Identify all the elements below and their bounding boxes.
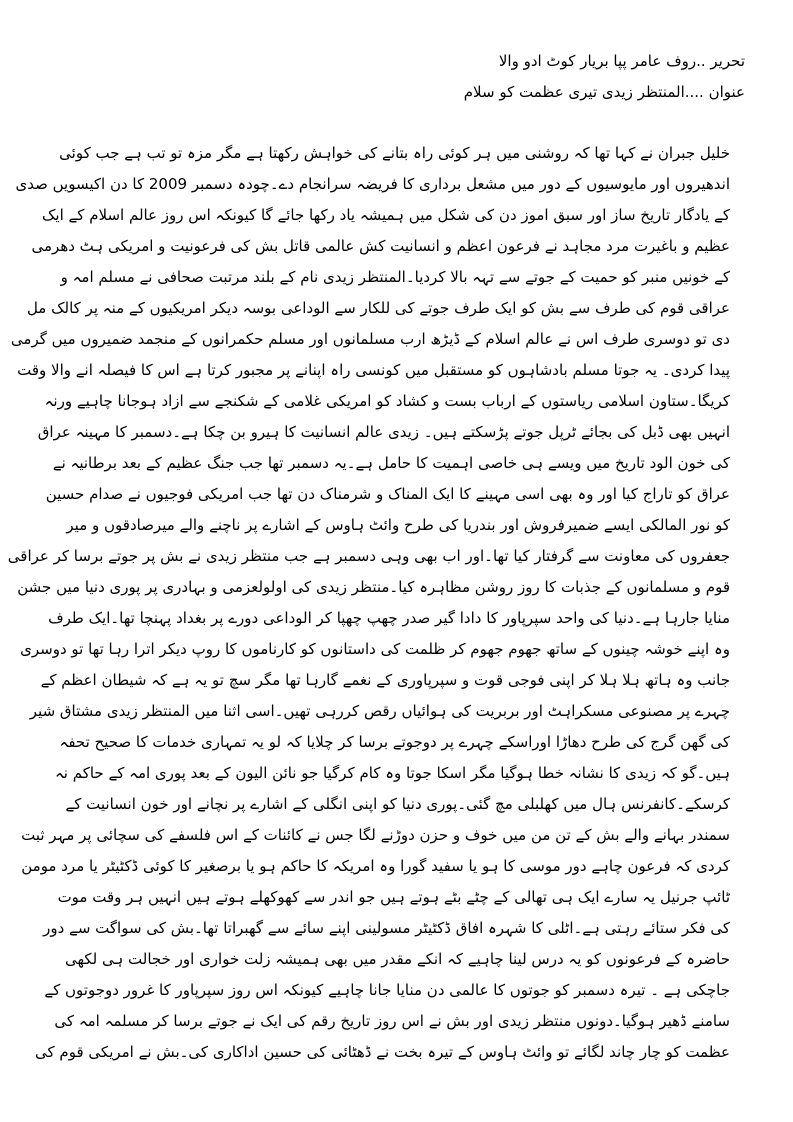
body-line: منایا جارہا ہے۔دنیا کی واحد سپرپاور کا دادا گیر صدر چھپ چھپا کر الوداعی دورے پر بغداد پہنچا تھا۔ایک طرف: [48, 609, 730, 627]
body-line: جاچکی ہے ۔ تیرہ دسمبر کو جوتوں کا عالمی دن منایا جانا چاہیے کیونکہ اس روز سپرپاور کا غرور دوجوتوں کے: [44, 981, 730, 999]
body-line: کے خونیں منبر کو حمیت کے جوتے سے تہہ بالا کردیا۔المنتظر زیدی نام کے بلند مرتبت صحافی نے مسلم امہ و: [60, 268, 730, 286]
body-line: سامنے ڈھیر ہوگیا۔دونوں منتظر زیدی اور بش نے اس روز تاریخ رقم کی ایک نے جوتے برسا کر مسلمہ امہ کی: [54, 1012, 730, 1030]
body-line: قوم و مسلمانوں کے جذبات کا روز روشن مظاہرہ کیا۔منتظر زیدی کی اولولعزمی و بہادری پر پوری دنیا میں جشن: [17, 578, 730, 596]
body-line: عظمت کو چار چاند لگائے تو وائٹ ہاوس کے تیرہ بخت نے ڈھٹائی کی حسین اداکاری کی۔بش نے امریکی قوم کی: [35, 1043, 730, 1061]
body-line: دی تو دوسری طرف اس نے عالم اسلام کے ڈیڑھ ارب مسلمانوں اور مسلم حکمرانوں کے منجمد ضمیروں میں گرمی: [10, 330, 730, 348]
body-line: کریگا۔ستاون اسلامی ریاستوں کے ارباب بست و کشاد کو امریکی غلامی کے شکنجے سے ازاد ہوجانا چاہیے ورنہ: [44, 392, 730, 410]
body-line: کرسکے۔کانفرنس ہال میں کھلبلی مچ گئی۔پوری دنیا کو اپنی انگلی کے اشارے پر نچانے اور خون انسانیت کے: [65, 795, 730, 813]
body-line: سمندر بہانے والے بش کے تن من میں خوف و حزن دوڑنے لگا جس نے کائنات کے اس فلسفے کی سچائی پر مہر ثبت: [21, 826, 730, 844]
body-line: پیدا کردی۔ یہ جوتا مسلم بادشاہوں کو مستقبل میں کونسی راہ اپنانے پر مجبور کرتا ہے اس کا فیصلہ انے والا وقت: [17, 361, 730, 379]
body-line: انہیں بھی ڈبل کی بجائے ٹرپل جوتے پڑسکتے ہیں۔ زیدی عالم انسانیت کا ہیرو بن چکا ہے۔دسمبر کا مہینہ عراق: [37, 423, 730, 441]
body-line: اندھیروں اور مایوسیوں کے دور میں مشعل برداری کا فریضہ سرانجام دے۔چودہ دسمبر 2009 کا دن اکیسویں صدی: [15, 175, 730, 193]
article-header: [65, 46, 745, 108]
body-line: عراق کو تاراج کیا اور وہ بھی اسی مہینے کا ایک المناک و شرمناک دن تھا جب امریکی فوجیوں نے صدام حسین: [45, 485, 730, 503]
title-line: عنوان ....المنتظر زیدی تیری عظمت کو سلام: [463, 83, 745, 101]
body-line: چہرے پر مصنوعی مسکراہٹ اور بربریت کی ہوائیاں رقص کررہی تھیں۔اسی اثنا میں المنتظر زیدی مشتاق شیر: [29, 702, 730, 720]
body-line: جعفروں کی معاونت سے گرفتار کیا تھا۔اور اب بھی وہی دسمبر ہے جب منتظر زیدی نے بش پر جوتے برسا کر عراقی: [7, 547, 730, 565]
body-line: وہ اپنے خوشہ چینوں کے ساتھ جھوم جھوم کر ظلمت کی داستانوں کو کارناموں کا روپ دیکر اترا رہا تھا تو دوسری: [20, 640, 730, 658]
article-body: [7, 138, 730, 1068]
body-line: کی فکر ستائے رہتی ہے۔اٹلی کا شہرہ افاق ڈکٹیٹر مسولینی اپنے سائے سے گھبراتا تھا۔بش کی سواگت سے دور: [43, 919, 730, 937]
body-line: ہیں۔گو کہ زیدی کا نشانہ خطا ہوگیا مگر اسکا جوتا وہ کام کرگیا جو نائن الیون کے بعد پوری امہ کے حاکم نہ: [55, 764, 730, 782]
body-line: کی گھن گرج کی طرح دھاڑا اوراسکے چہرے پر دوجوتے برسا کر چلایا کہ لو یہ تمہاری خدمات کا صحیح تحفہ: [59, 733, 730, 751]
body-line: کے یادگار تاریخ ساز اور سبق اموز دن کی شکل میں ہمیشہ یاد رکھا جائے گا کیونکہ اس روز عالم اسلام کے ایک: [41, 206, 730, 224]
author-line: تحریر ..روف عامر پپا بریار کوٹ ادو والا: [498, 52, 745, 70]
body-line: کی خون الود تاریخ میں ویسے ہی خاصی اہمیت کا حامل ہے۔یہ دسمبر تھا جب جنگ عظیم کے بعد برطانیہ نے: [52, 454, 730, 472]
body-line: عراقی قوم کی طرف سے بش کو ایک طرف جوتے کی للکار سے الوداعی بوسہ دیکر امریکیوں کے منہ پر کالک مل: [26, 299, 730, 317]
body-line: جانب وہ ہاتھ ہلا ہلا کر اپنی فوجی قوت و سپرپاوری کے نغمے گارہا تھا مگر سچ تو یہ ہے کہ شیطان اعظم کے: [40, 671, 730, 689]
body-line: عظیم و باغیرت مرد مجاہد نے فرعون اعظم و انسانیت کش عالمی قاتل بش کی فرعونیت و امریکی ہٹ دھرمی: [31, 237, 730, 255]
body-line: حاضرہ کے فرعونوں کو یہ درس لینا چاہیے کہ انکے مقدر میں بھی ہمیشہ زلت خواری اور خجالت ہی لکھی: [64, 950, 730, 968]
body-line: ٹائپ جرنیل یہ سارے ایک ہی تھالی کے چٹے بٹے ہوتے ہیں جو اندر سے کھوکھلے ہوتے ہیں انہیں ہر وقت موت: [57, 888, 730, 906]
body-line: کردی کہ فرعون چاہے دور موسی کا ہو یا سفید گورا وہ امریکہ کا حاکم ہو یا برصغیر کا کوئی ڈکٹیٹر یا مرد مومن: [21, 857, 730, 875]
body-line: خلیل جبران نے کہا تھا کہ روشنی میں ہر کوئی راہ بتانے کی خواہش رکھتا ہے مگر مزہ تو تب ہے جب کوئی: [59, 144, 730, 162]
body-line: کو نور المالکی ایسے ضمیرفروش اور بندریا کی طرح وائٹ ہاوس کے اشارے پر ناچنے والے میرصادقوں و میر: [66, 516, 730, 534]
